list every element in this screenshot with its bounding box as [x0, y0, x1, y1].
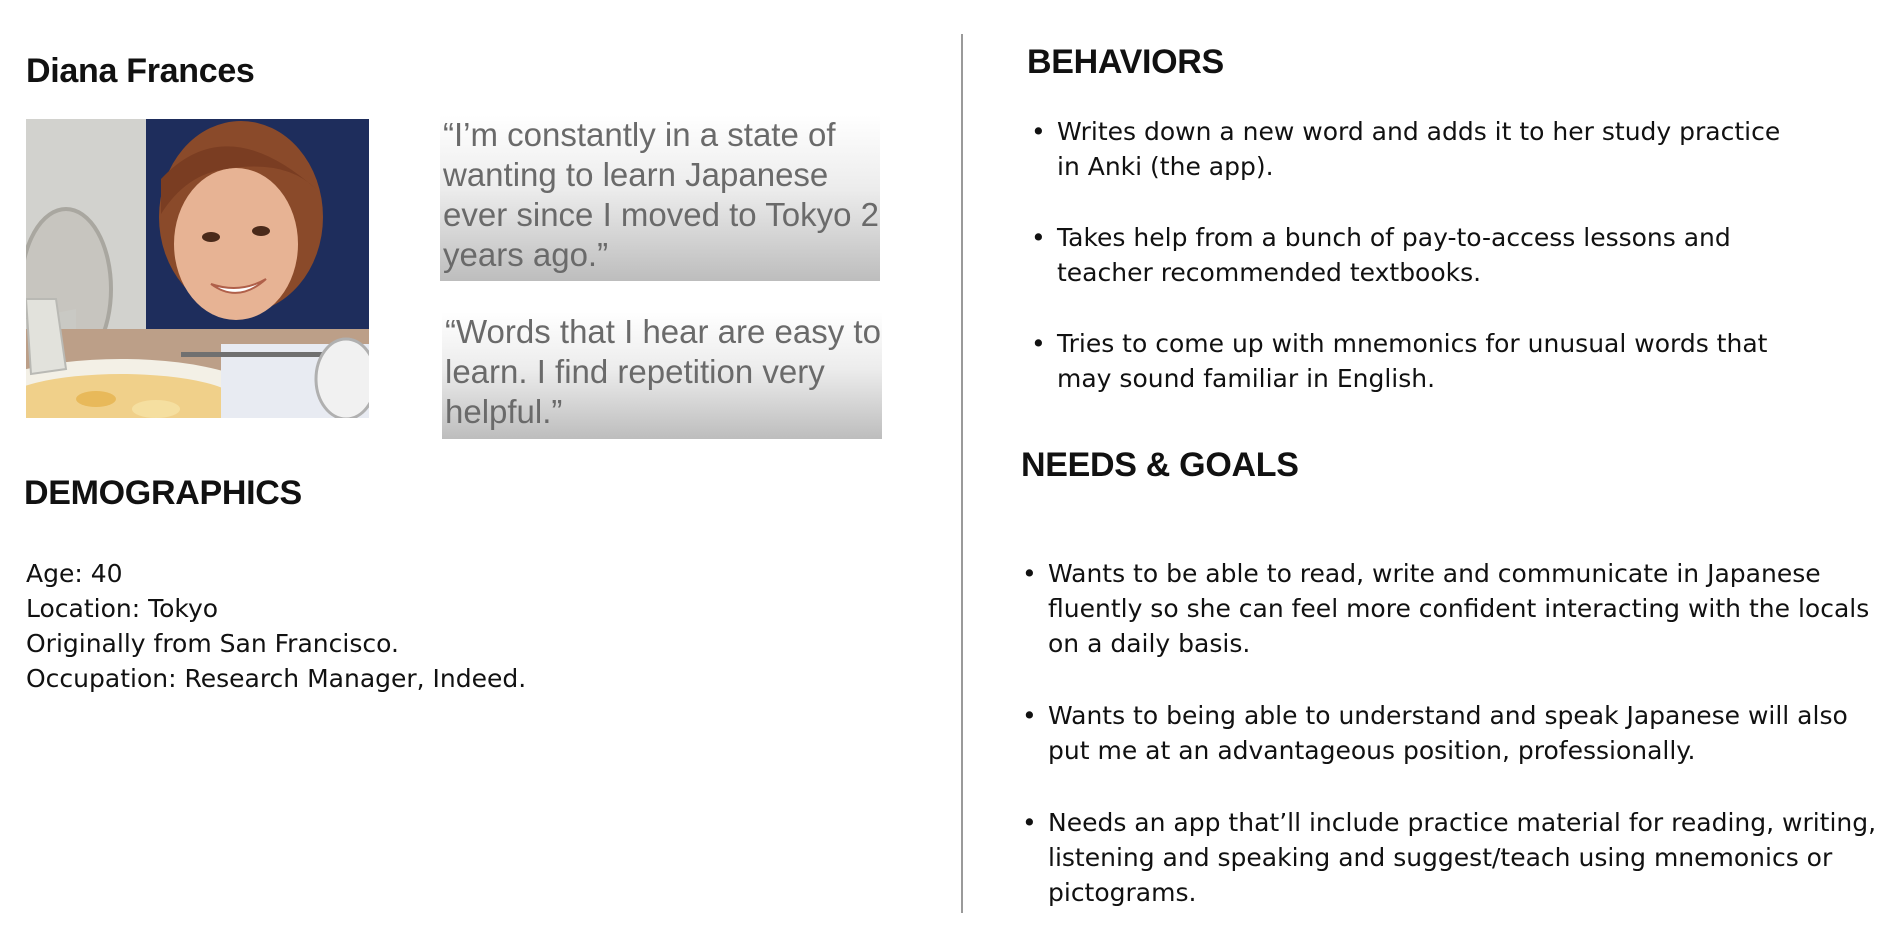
needs-goals-heading: NEEDS & GOALS: [1021, 446, 1299, 484]
needs-goals-list: [1020, 556, 1880, 947]
needs-goal-item: • Needs an app that’ll include practice material for reading, writing, listening and speaking and suggest/teach using mnemonics or pictograms.: [1020, 805, 1880, 910]
behavior-item: • Tries to come up with mnemonics for unusual words that may sound familiar in English.: [1029, 326, 1789, 396]
behaviors-heading: BEHAVIORS: [1027, 43, 1224, 81]
behavior-item: • Takes help from a bunch of pay-to-access lessons and teacher recommended textbooks.: [1029, 220, 1789, 290]
needs-goal-item: • Wants to being able to understand and speak Japanese will also put me at an advantageous position, professionally.: [1020, 698, 1880, 768]
column-divider: [961, 34, 963, 913]
behaviors-list: [1029, 114, 1789, 432]
demographics-occupation: Occupation: Research Manager, Indeed.: [26, 664, 527, 693]
needs-goal-item: • Wants to be able to read, write and communicate in Japanese fluently so she can feel more confident interacting with the locals on a daily basis.: [1020, 556, 1880, 661]
quote-2: “Words that I hear are easy to learn. I find repetition very helpful.”: [442, 312, 882, 439]
demographics-location: Location: Tokyo: [26, 594, 219, 623]
demographics-list: [26, 556, 526, 696]
demographics-heading: DEMOGRAPHICS: [24, 474, 302, 512]
quote-1: “I’m constantly in a state of wanting to learn Japanese ever since I moved to Tokyo 2 years ago.”: [440, 115, 880, 281]
behavior-item: • Writes down a new word and adds it to her study practice in Anki (the app).: [1029, 114, 1789, 184]
demographics-age: Age: 40: [26, 559, 123, 588]
persona-name: Diana Frances: [26, 52, 255, 90]
persona-photo: [26, 119, 369, 418]
demographics-origin: Originally from San Francisco.: [26, 629, 399, 658]
